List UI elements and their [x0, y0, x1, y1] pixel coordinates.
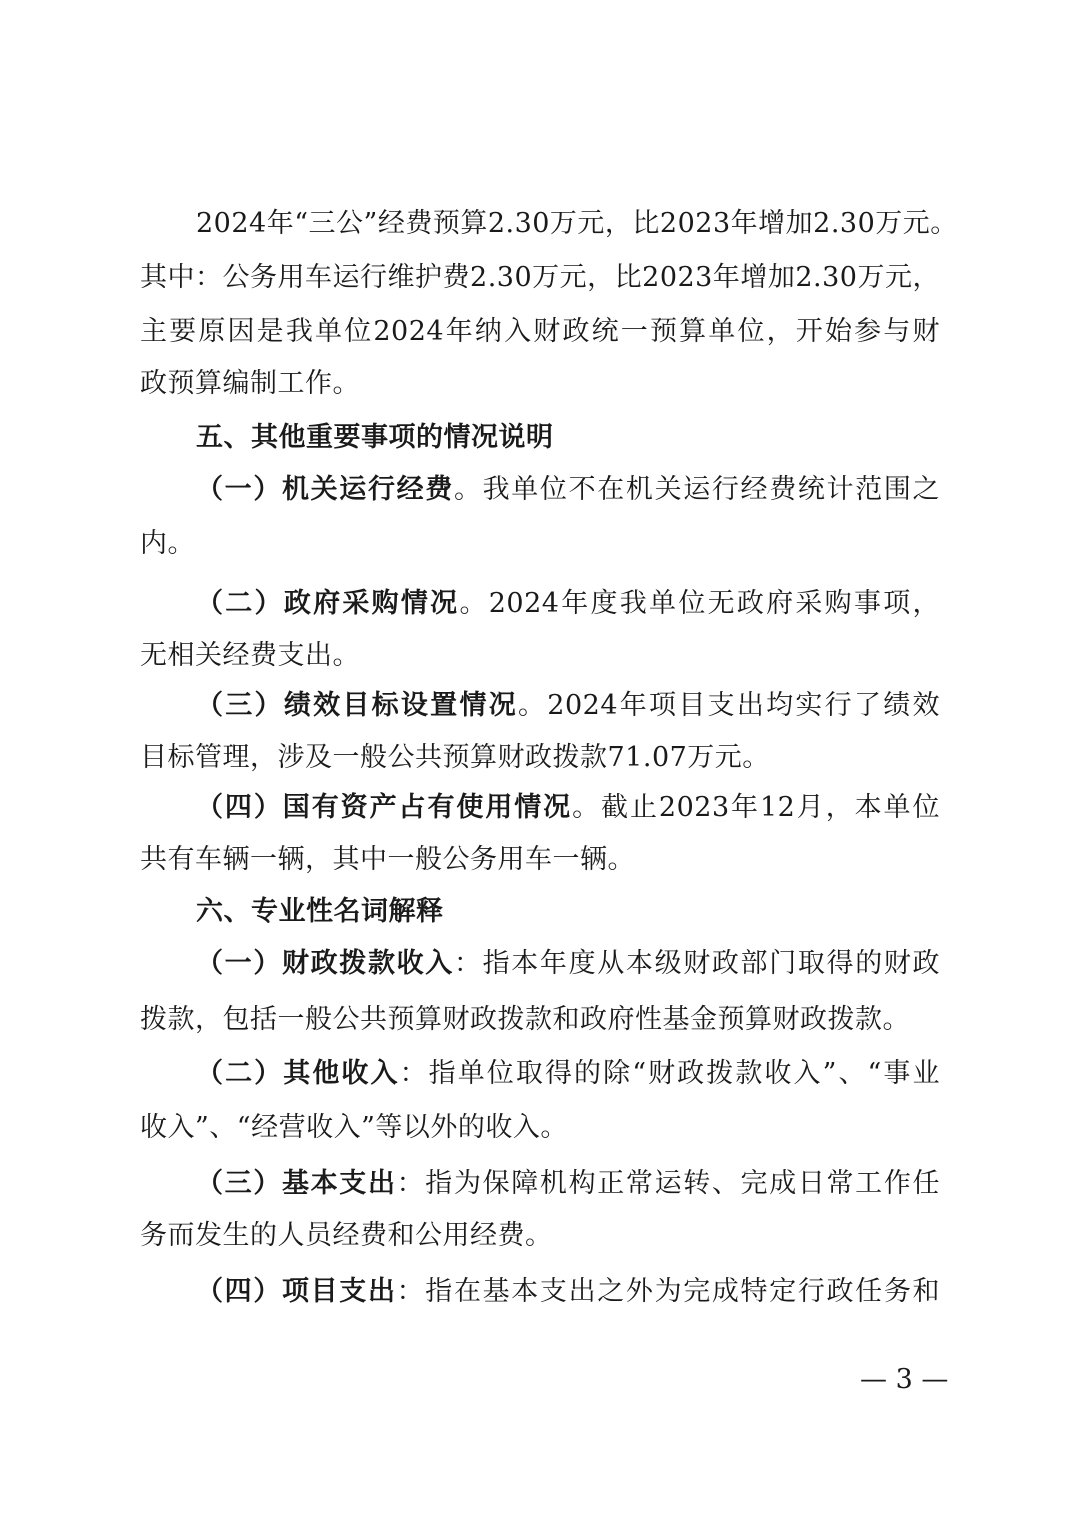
item-text: ：指单位取得的除“财政拨款收入”、“事业 [399, 1058, 940, 1089]
item-label: （一）机关运行经费 [196, 474, 454, 505]
page-number: — 3 — [860, 1364, 949, 1395]
paragraph-line: 拨款，包括一般公共预算财政拨款和政府性基金预算财政拨款。 [140, 1004, 910, 1035]
paragraph-line [196, 946, 940, 982]
item-text: 。2024年度我单位无政府采购事项， [459, 588, 941, 619]
item-label: （一）财政拨款收入 [196, 948, 454, 979]
paragraph-line [196, 472, 940, 508]
paragraph-line [196, 586, 940, 622]
paragraph-line: 主要原因是我单位2024年纳入财政统一预算单位，开始参与财 [140, 316, 940, 347]
paragraph-line: 无相关经费支出。 [140, 640, 360, 671]
paragraph-line [196, 790, 940, 826]
item-text: ：指为保障机构正常运转、完成日常工作任 [396, 1168, 941, 1199]
paragraph-line [196, 1056, 940, 1092]
item-text: 。截止2023年12月，本单位 [572, 792, 940, 823]
paragraph-line: 目标管理，涉及一般公共预算财政拨款71.07万元。 [140, 742, 770, 773]
paragraph-line: 政预算编制工作。 [140, 368, 360, 399]
item-text: ：指在基本支出之外为完成特定行政任务和 [396, 1276, 941, 1307]
paragraph-line: 内。 [140, 528, 195, 559]
item-label: （四）国有资产占有使用情况 [196, 792, 573, 823]
paragraph-line: 收入”、“经营收入”等以外的收入。 [140, 1112, 568, 1143]
item-text: 。我单位不在机关运行经费统计范围之 [453, 474, 941, 505]
item-label: （二）其他收入 [196, 1058, 400, 1089]
item-label: （二）政府采购情况 [196, 588, 460, 619]
paragraph-line [196, 1166, 940, 1202]
item-text: ：指本年度从本级财政部门取得的财政 [453, 948, 941, 979]
paragraph-line [196, 1274, 940, 1310]
paragraph-line: 务而发生的人员经费和公用经费。 [140, 1220, 553, 1251]
section-heading: 五、其他重要事项的情况说明 [196, 422, 554, 453]
item-label: （三）基本支出 [196, 1168, 397, 1199]
item-text: 。2024年项目支出均实行了绩效 [518, 690, 941, 721]
paragraph-line: 共有车辆一辆，其中一般公务用车一辆。 [140, 844, 635, 875]
section-heading: 六、专业性名词解释 [196, 896, 444, 927]
item-label: （四）项目支出 [196, 1276, 397, 1307]
paragraph-line: 其中：公务用车运行维护费2.30万元，比2023年增加2.30万元， [140, 262, 940, 293]
paragraph-line [196, 688, 940, 724]
item-label: （三）绩效目标设置情况 [196, 690, 519, 721]
paragraph-line: 2024年“三公”经费预算2.30万元，比2023年增加2.30万元。 [196, 208, 958, 239]
